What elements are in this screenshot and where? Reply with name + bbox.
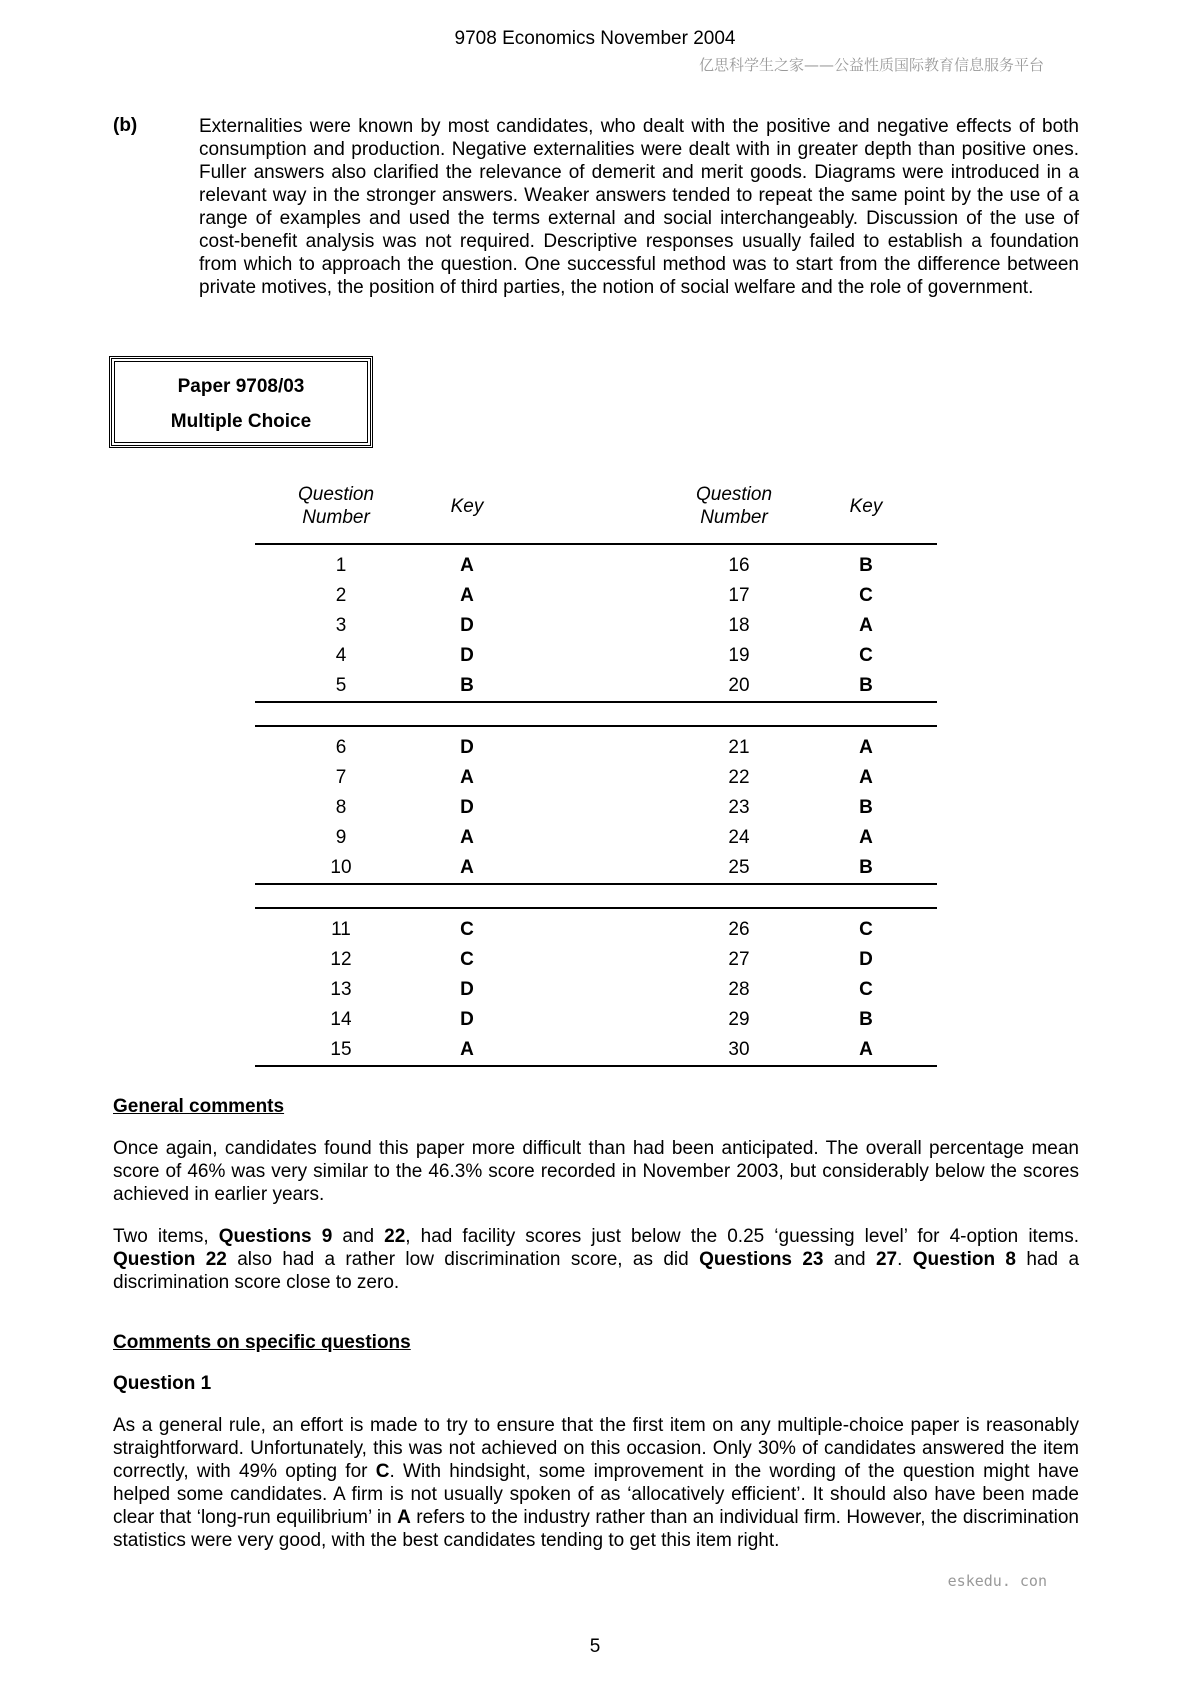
text: . With hindsight, some improvement in the wording of the question might have helped some candidates. A firm is not usually spoken of as ‘allocatively efficient’. It should also have been made clear that ‘long-run equilibrium’ in bbox=[113, 1461, 1079, 1528]
table-rule-top bbox=[255, 907, 937, 909]
section-b-label: (b) bbox=[113, 115, 138, 136]
question-number-cell: 8 bbox=[335, 797, 347, 818]
answer-key-cell: B bbox=[859, 675, 873, 696]
answer-key-cell: D bbox=[460, 797, 474, 818]
text: As a general rule, an effort is made to try to ensure that the first item on any multiple-choice paper is reasonably straightforward. Unfortunately, this was not achieved on this occasion. Only 30% of candidates answered the item correctly, with 49% opting for bbox=[113, 1415, 1079, 1482]
answer-key-cell: C bbox=[859, 645, 873, 666]
question-number-cell: 2 bbox=[335, 585, 347, 606]
text: and bbox=[332, 1226, 385, 1247]
question-1-text bbox=[113, 1414, 1079, 1552]
header-question-word: Question bbox=[297, 484, 375, 505]
table-rule-top bbox=[255, 543, 937, 545]
header-question-word: Question bbox=[695, 484, 773, 505]
question-number-cell: 12 bbox=[330, 949, 352, 970]
answer-key-cell: B bbox=[460, 675, 474, 696]
header-subtitle: 亿思科学生之家——公益性质国际教育信息服务平台 bbox=[698, 56, 1044, 74]
table-rule-bottom bbox=[255, 883, 937, 885]
question-number-cell: 4 bbox=[335, 645, 347, 666]
answer-key-cell: C bbox=[859, 979, 873, 1000]
answer-key-cell: A bbox=[460, 857, 474, 878]
table-rule-top bbox=[255, 725, 937, 727]
table-rule-bottom bbox=[255, 1065, 937, 1067]
question-number-cell: 17 bbox=[728, 585, 750, 606]
text: also had a rather low discrimination score, as did bbox=[226, 1249, 700, 1270]
header-key-left: Key bbox=[450, 496, 484, 517]
question-number-cell: 28 bbox=[728, 979, 750, 1000]
answer-key-cell: A bbox=[460, 827, 474, 848]
answer-key-cell: B bbox=[859, 857, 873, 878]
question-number-cell: 30 bbox=[728, 1039, 750, 1060]
section-b-text: Externalities were known by most candidates, who dealt with the positive and negative effects of both consumption and production. Negative externalities were dealt with in greater depth than positive ones. Fuller answers also clarified the relevance of demerit and merit goods. Diagrams were introduced in a relevant way in the stronger answers. Weaker answers tended to repeat the same point by the use of a range of examples and used the terms external and social interchangeably. Discussion of the use of cost-benefit analysis was not required. Descriptive responses usually failed to establish a foundation from which to approach the question. One successful method was to start from the difference between private motives, the position of third parties, the notion of social welfare and the role of government. bbox=[199, 116, 1079, 298]
question-number-cell: 20 bbox=[728, 675, 750, 696]
answer-key-cell: C bbox=[859, 585, 873, 606]
question-number-cell: 10 bbox=[330, 857, 352, 878]
bold-text: 27 bbox=[875, 1249, 898, 1270]
question-number-cell: 29 bbox=[728, 1009, 750, 1030]
answer-key-cell: B bbox=[859, 1009, 873, 1030]
bold-text: Question 22 bbox=[113, 1249, 227, 1270]
answer-key-cell: A bbox=[859, 737, 873, 758]
answer-key-cell: C bbox=[460, 949, 474, 970]
text: Two items, bbox=[113, 1226, 219, 1247]
question-number-cell: 7 bbox=[335, 767, 347, 788]
bold-text: A bbox=[397, 1507, 411, 1528]
question-number-cell: 26 bbox=[728, 919, 750, 940]
question-number-cell: 27 bbox=[728, 949, 750, 970]
paper-type: Multiple Choice bbox=[170, 411, 312, 432]
question-number-cell: 16 bbox=[728, 555, 750, 576]
question-number-cell: 18 bbox=[728, 615, 750, 636]
answer-key-cell: A bbox=[859, 827, 873, 848]
answer-key-cell: A bbox=[460, 767, 474, 788]
answer-key-cell: D bbox=[859, 949, 873, 970]
question-number-cell: 9 bbox=[335, 827, 347, 848]
question-number-cell: 24 bbox=[728, 827, 750, 848]
question-number-cell: 14 bbox=[330, 1009, 352, 1030]
answer-key-cell: A bbox=[460, 555, 474, 576]
text: and bbox=[823, 1249, 876, 1270]
question-number-cell: 19 bbox=[728, 645, 750, 666]
answer-key-cell: A bbox=[460, 1039, 474, 1060]
header-number-word: Number bbox=[302, 507, 370, 528]
answer-key-cell: B bbox=[859, 797, 873, 818]
answer-key-cell: D bbox=[460, 737, 474, 758]
text: had a discrimination score close to zero. bbox=[113, 1249, 1080, 1293]
question-number-cell: 13 bbox=[330, 979, 352, 1000]
general-comments-para1: Once again, candidates found this paper more difficult than had been anticipated. The overall percentage mean score of 46% was very similar to the 46.3% score recorded in November 2003, but considerably below the scores achieved in earlier years. bbox=[113, 1138, 1079, 1205]
header-title: 9708 Economics November 2004 bbox=[454, 28, 736, 49]
header-key-right: Key bbox=[849, 496, 883, 517]
bold-text: C bbox=[375, 1461, 390, 1482]
answer-key-cell: C bbox=[859, 919, 873, 940]
question-number-cell: 21 bbox=[728, 737, 750, 758]
general-comments-para2 bbox=[113, 1225, 1079, 1294]
answer-key-cell: D bbox=[460, 1009, 474, 1030]
text: refers to the industry rather than an individual firm. However, the discrimination statistics were very good, with the best candidates tending to get this item right. bbox=[113, 1507, 1079, 1551]
header-question-number-right bbox=[679, 483, 789, 529]
answer-key-cell: C bbox=[460, 919, 474, 940]
paper-box bbox=[111, 358, 371, 446]
answer-key-cell: D bbox=[460, 979, 474, 1000]
table-rule-bottom bbox=[255, 701, 937, 703]
answer-key-cell: D bbox=[460, 615, 474, 636]
watermark: eskedu. con bbox=[947, 1572, 1047, 1590]
page-number: 5 bbox=[589, 1636, 601, 1657]
question-number-cell: 5 bbox=[335, 675, 347, 696]
answer-key-cell: D bbox=[460, 645, 474, 666]
question-number-cell: 6 bbox=[335, 737, 347, 758]
bold-text: Question 8 bbox=[912, 1249, 1017, 1270]
question-number-cell: 11 bbox=[331, 919, 351, 940]
question-number-cell: 23 bbox=[728, 797, 750, 818]
header-question-number-left bbox=[281, 483, 391, 529]
bold-text: 22 bbox=[384, 1226, 406, 1247]
bold-text: Questions 9 bbox=[218, 1226, 333, 1247]
text: . bbox=[897, 1249, 913, 1270]
answer-key-cell: A bbox=[859, 615, 873, 636]
answer-key-cell: A bbox=[859, 767, 873, 788]
specific-comments-heading: Comments on specific questions bbox=[113, 1332, 411, 1353]
text: , had facility scores just below the 0.25 ‘guessing level’ for 4-option items. bbox=[405, 1226, 1080, 1247]
answer-key-cell: A bbox=[460, 585, 474, 606]
question-number-cell: 3 bbox=[335, 615, 347, 636]
question-number-cell: 25 bbox=[728, 857, 750, 878]
bold-text: Questions 23 bbox=[699, 1249, 824, 1270]
question-number-cell: 22 bbox=[728, 767, 750, 788]
question-1-heading: Question 1 bbox=[113, 1373, 212, 1394]
question-number-cell: 15 bbox=[330, 1039, 352, 1060]
general-comments-heading: General comments bbox=[113, 1096, 285, 1117]
answer-key-cell: B bbox=[859, 555, 873, 576]
header-number-word: Number bbox=[700, 507, 768, 528]
question-number-cell: 1 bbox=[335, 555, 347, 576]
answer-key-cell: A bbox=[859, 1039, 873, 1060]
paper-code: Paper 9708/03 bbox=[177, 376, 305, 397]
